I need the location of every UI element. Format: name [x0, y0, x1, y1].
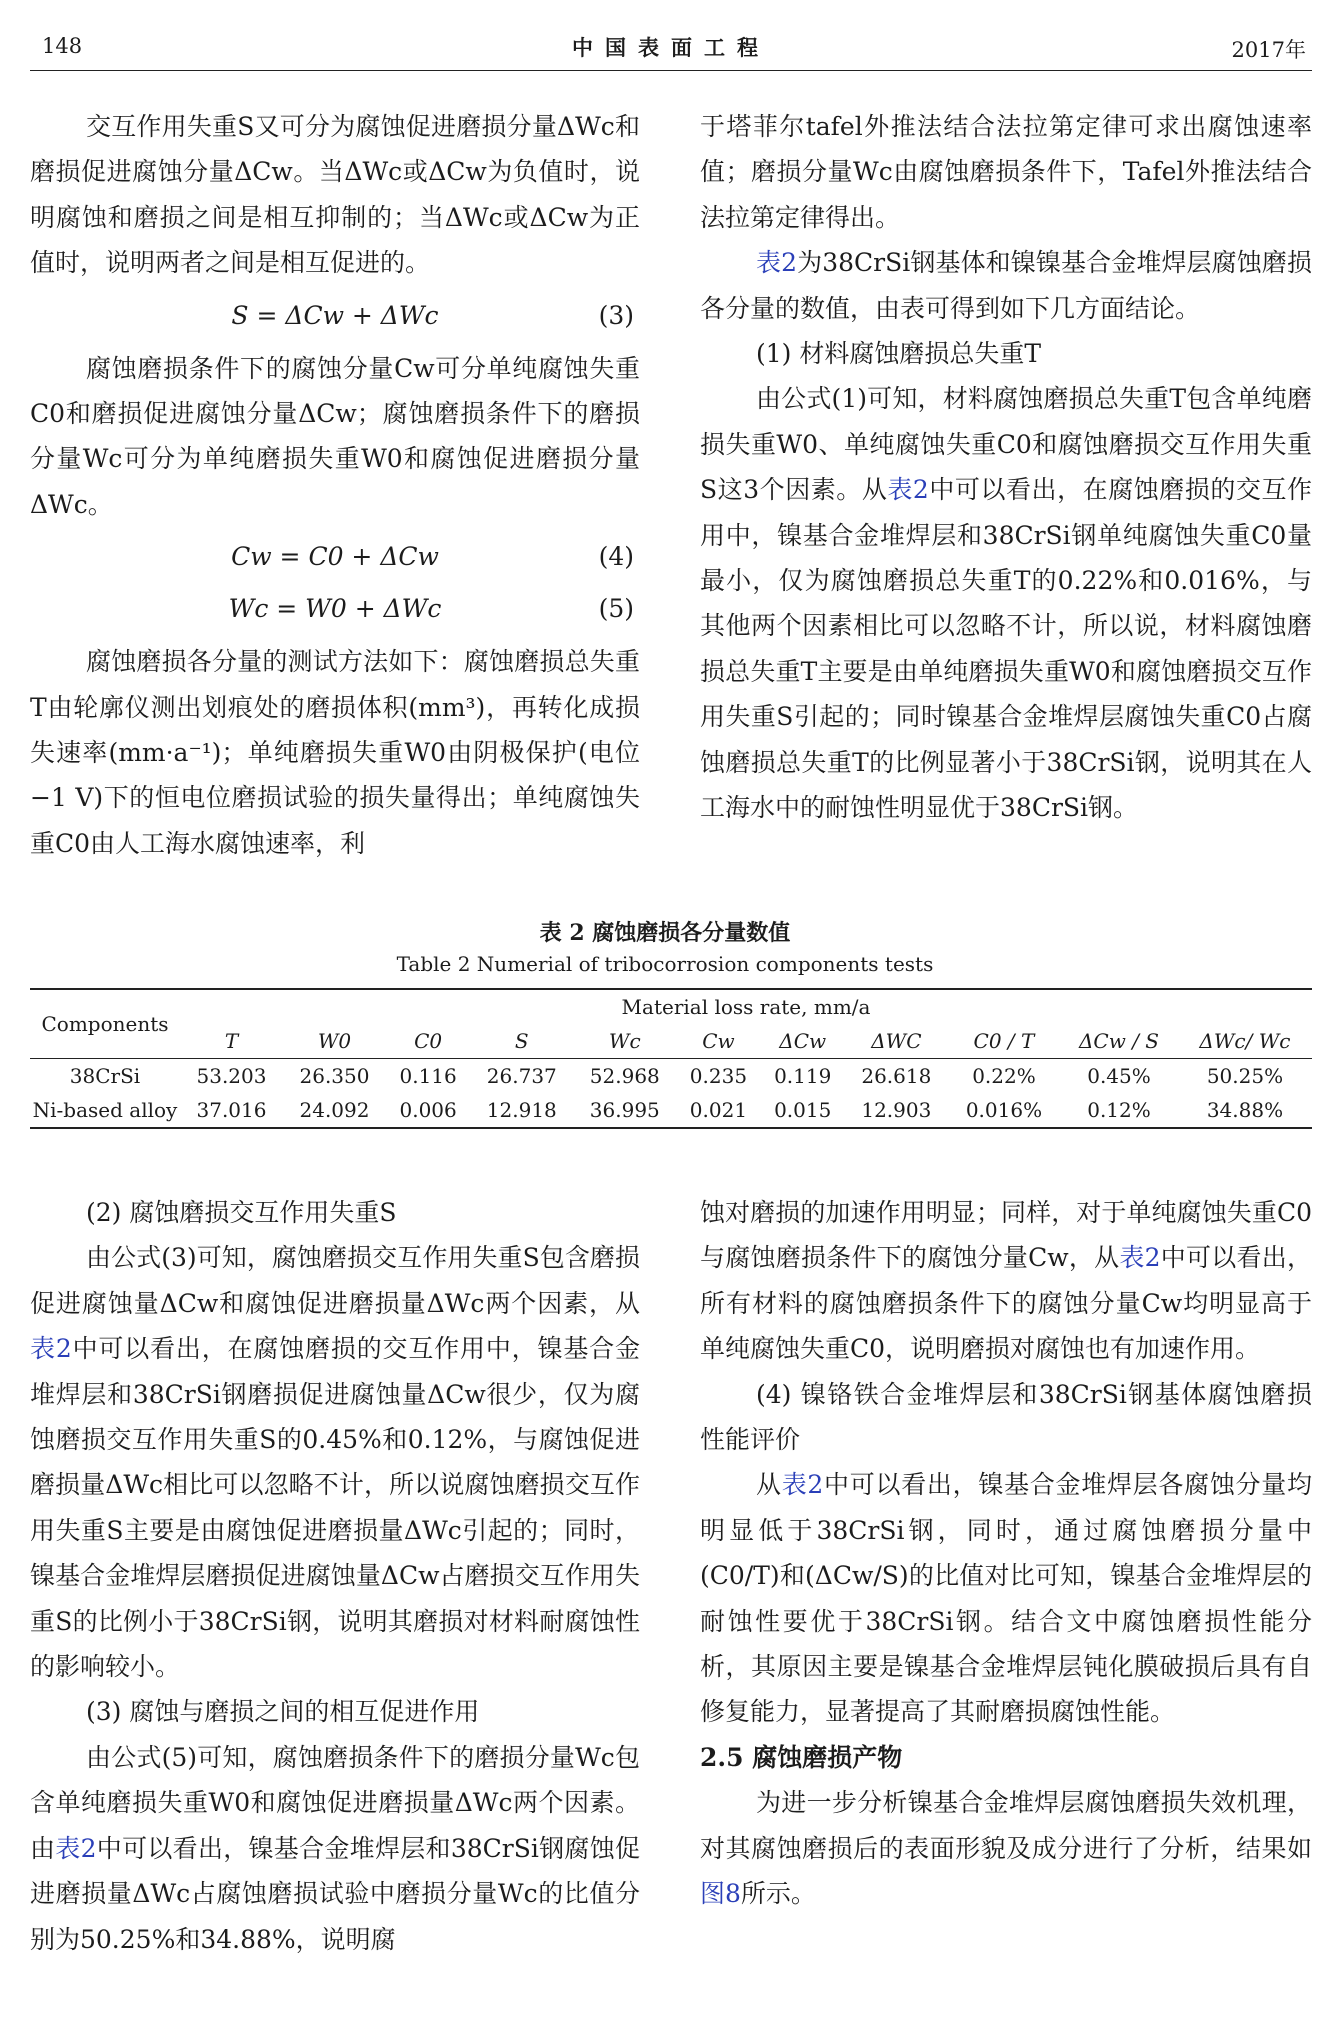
table-cell: 0.016% — [965, 1098, 1043, 1122]
table-cell: 0.22% — [972, 1064, 1036, 1088]
table-cell: 0.116 — [399, 1064, 457, 1088]
paragraph-text: 中可以看出，所有材料的腐蚀磨损条件下的腐蚀分量Cw均明显高于单纯腐蚀失重C0，说明磨损对腐蚀也有加速作用。 — [700, 1243, 1312, 1364]
table-cell: 53.203 — [196, 1064, 267, 1088]
equation-number: (4) — [598, 542, 634, 572]
equation-text: S = ΔCw + ΔWc — [231, 300, 439, 330]
subsection-heading: (4) 镍铬铁合金堆焊层和38CrSi钢基体腐蚀磨损性能评价 — [700, 1379, 1312, 1455]
paragraph — [30, 1235, 640, 1689]
equation-number: (3) — [598, 300, 634, 330]
row-label: 38CrSi — [69, 1064, 141, 1088]
paragraph: 于塔菲尔tafel外推法结合法拉第定律可求出腐蚀速率值；磨损分量Wc由腐蚀磨损条件下，Tafel外推法结合法拉第定律得出。 — [700, 112, 1312, 232]
table-2-link[interactable]: 表2 — [55, 1833, 97, 1863]
column-header: C0 / T — [973, 1029, 1035, 1053]
paragraph-text: 中可以看出，镍基合金堆焊层和38CrSi钢腐蚀促进磨损量ΔWc占腐蚀磨损试验中磨损分量Wc的比值分别为50.25%和34.88%，说明腐 — [30, 1833, 640, 1954]
column-header: C0 — [414, 1029, 443, 1053]
journal-title: 中国表面工程 — [572, 35, 770, 60]
table-caption-chinese: 表 2 腐蚀磨损各分量数值 — [539, 920, 791, 946]
page-number: 148 — [42, 34, 83, 58]
figure-8-link[interactable]: 图8 — [700, 1879, 741, 1909]
table-2-link[interactable]: 表2 — [756, 248, 798, 278]
paragraph: 交互作用失重S又可分为腐蚀促进磨损分量ΔWc和磨损促进腐蚀分量ΔCw。当ΔWc或ΔCw为负值时，说明腐蚀和磨损之间是相互抑制的；当ΔWc或ΔCw为正值时，说明两者之间是相互促进的。 — [30, 112, 640, 278]
equation-3 — [30, 294, 640, 338]
paragraph — [700, 240, 1312, 331]
equation-text: Cw = C0 + ΔCw — [231, 542, 439, 572]
paragraph — [700, 1190, 1312, 1372]
table-row — [30, 1093, 1312, 1128]
table-cell: 12.903 — [861, 1098, 932, 1122]
subsection-heading: (1) 材料腐蚀磨损总失重T — [756, 339, 1042, 369]
paragraph-text: 由公式(1)可知，材料腐蚀磨损总失重T包含单纯磨损失重W0、单纯腐蚀失重C0和腐蚀磨损交互作用失重S这3个因素。从 — [700, 384, 1312, 505]
column-header: ΔCw / S — [1078, 1029, 1159, 1053]
paragraph-text: 为38CrSi钢基体和镍镍基合金堆焊层腐蚀磨损各分量的数值，由表可得到如下几方面结论。 — [700, 248, 1312, 323]
table-cell: 0.119 — [774, 1064, 832, 1088]
paragraph-text: 中可以看出，在腐蚀磨损的交互作用中，镍基合金堆焊层和38CrSi钢磨损促进腐蚀量ΔCw很少，仅为腐蚀磨损交互作用失重S的0.45%和0.12%，与腐蚀促进磨损量ΔWc相比可以忽略不计，所以说腐蚀磨损交互作用失重S主要是由腐蚀促进磨损量ΔWc引起的；同时，镍基合金堆焊层磨损促进腐蚀量ΔCw占磨损交互作用失重S的比例小于38CrSi钢，说明其磨损对材料耐腐蚀性的影响较小。 — [30, 1334, 641, 1682]
right-column-top — [700, 104, 1312, 831]
paragraph: 腐蚀磨损条件下的腐蚀分量Cw可分单纯腐蚀失重C0和磨损促进腐蚀分量ΔCw；腐蚀磨损条件下的磨损分量Wc可分为单纯磨损失重W0和腐蚀促进磨损分量ΔWc。 — [30, 353, 640, 519]
left-column-top — [30, 104, 640, 866]
table-2-link[interactable]: 表2 — [30, 1334, 72, 1364]
table-cell: 0.006 — [399, 1098, 457, 1122]
column-group-header: Material loss rate, mm/a — [621, 995, 871, 1019]
paragraph — [700, 376, 1312, 830]
table-cell: 0.12% — [1087, 1098, 1151, 1122]
paragraph: 腐蚀磨损各分量的测试方法如下：腐蚀磨损总失重T由轮廓仪测出划痕处的磨损体积(mm³)，再转化成损失速率(mm·a⁻¹)；单纯磨损失重W0由阴极保护(电位−1 V)下的恒电位磨损试验的损失量得出；单纯腐蚀失重C0由人工海水腐蚀速率，利 — [30, 647, 640, 858]
paragraph — [700, 1462, 1312, 1734]
paragraph-text: 由公式(5)可知，腐蚀磨损条件下的磨损分量Wc包含单纯磨损失重W0和腐蚀促进磨损量ΔWc两个因素。由 — [30, 1742, 640, 1863]
table-cell: 36.995 — [589, 1098, 660, 1122]
column-header: T — [224, 1029, 239, 1053]
table-2-link[interactable]: 表2 — [1119, 1243, 1161, 1273]
subsection-heading: (3) 腐蚀与磨损之间的相互促进作用 — [86, 1697, 480, 1727]
table-cell: 0.235 — [689, 1064, 748, 1088]
table-cell: 0.45% — [1087, 1064, 1151, 1088]
table-cell: 26.350 — [299, 1064, 370, 1088]
data-table — [30, 988, 1312, 1129]
paragraph-text: 所示。 — [740, 1879, 816, 1909]
paragraph-text: 为进一步分析镍基合金堆焊层腐蚀磨损失效机理，对其腐蚀磨损后的表面形貌及成分进行了分析，结果如 — [700, 1788, 1312, 1863]
column-header-components: Components — [30, 989, 180, 1059]
column-header: ΔWC — [871, 1029, 922, 1053]
paragraph-text: 中可以看出，在腐蚀磨损的交互作用中，镍基合金堆焊层和38CrSi钢单纯腐蚀失重C0量最小，仅为腐蚀磨损总失重T的0.22%和0.016%，与其他两个因素相比可以忽略不计，所以说，材料腐蚀磨损总失重T主要是由单纯磨损失重W0和腐蚀磨损交互作用失重S引起的；同时镍基合金堆焊层腐蚀失重C0占腐蚀磨损总失重T的比例显著小于38CrSi钢，说明其在人工海水中的耐蚀性明显优于38CrSi钢。 — [700, 475, 1312, 823]
column-header: Wc — [608, 1029, 641, 1053]
section-heading: 2.5 腐蚀磨损产物 — [700, 1742, 903, 1772]
table-caption-english: Table 2 Numerial of tribocorrosion components tests — [396, 952, 934, 976]
paragraph-text: 蚀对磨损的加速作用明显；同样，对于单纯腐蚀失重C0与腐蚀磨损条件下的腐蚀分量Cw，从 — [700, 1198, 1312, 1273]
column-header: ΔWc/ Wc — [1199, 1029, 1291, 1053]
table-cell: 26.737 — [486, 1064, 557, 1088]
table-cell: 0.015 — [774, 1098, 832, 1122]
table-cell: 50.25% — [1206, 1064, 1284, 1088]
right-column-bottom — [700, 1190, 1312, 1917]
table-cell: 12.918 — [486, 1098, 557, 1122]
table-2-link[interactable]: 表2 — [887, 475, 929, 505]
paragraph-text: 中可以看出，镍基合金堆焊层各腐蚀分量均明显低于38CrSi钢，同时，通过腐蚀磨损分量中(C0/T)和(ΔCw/S)的比值对比可知，镍基合金堆焊层的耐蚀性要优于38CrSi钢。结合文中腐蚀磨损性能分析，其原因主要是镍基合金堆焊层钝化膜破损后具有自修复能力，显著提高了其耐磨损腐蚀性能。 — [700, 1470, 1312, 1727]
paragraph — [700, 1780, 1312, 1916]
table-cell: 26.618 — [861, 1064, 932, 1088]
table-row — [30, 1059, 1312, 1094]
table-cell: 24.092 — [299, 1098, 370, 1122]
table-cell: 52.968 — [589, 1064, 660, 1088]
table-cell: 34.88% — [1206, 1098, 1284, 1122]
equation-5 — [30, 587, 640, 631]
column-header: W0 — [317, 1029, 352, 1053]
equation-text: Wc = W0 + ΔWc — [228, 594, 442, 624]
column-header: ΔCw — [779, 1029, 827, 1053]
left-column-bottom — [30, 1190, 640, 1962]
journal-year: 2017年 — [1231, 38, 1306, 62]
column-header: Cw — [702, 1029, 735, 1053]
paragraph-text: 从 — [756, 1470, 782, 1500]
page-header — [30, 30, 1312, 71]
paragraph — [30, 1735, 640, 1962]
table-cell: 0.021 — [689, 1098, 748, 1122]
table-2-link[interactable]: 表2 — [781, 1470, 824, 1500]
table-cell: 37.016 — [196, 1098, 267, 1122]
column-header: S — [514, 1029, 529, 1053]
row-label: Ni-based alloy — [32, 1098, 178, 1122]
equation-4 — [30, 535, 640, 579]
paragraph-text: 由公式(3)可知，腐蚀磨损交互作用失重S包含磨损促进腐蚀量ΔCw和腐蚀促进磨损量ΔWc两个因素，从 — [30, 1243, 640, 1318]
equation-number: (5) — [598, 594, 634, 624]
subsection-heading: (2) 腐蚀磨损交互作用失重S — [86, 1198, 397, 1227]
